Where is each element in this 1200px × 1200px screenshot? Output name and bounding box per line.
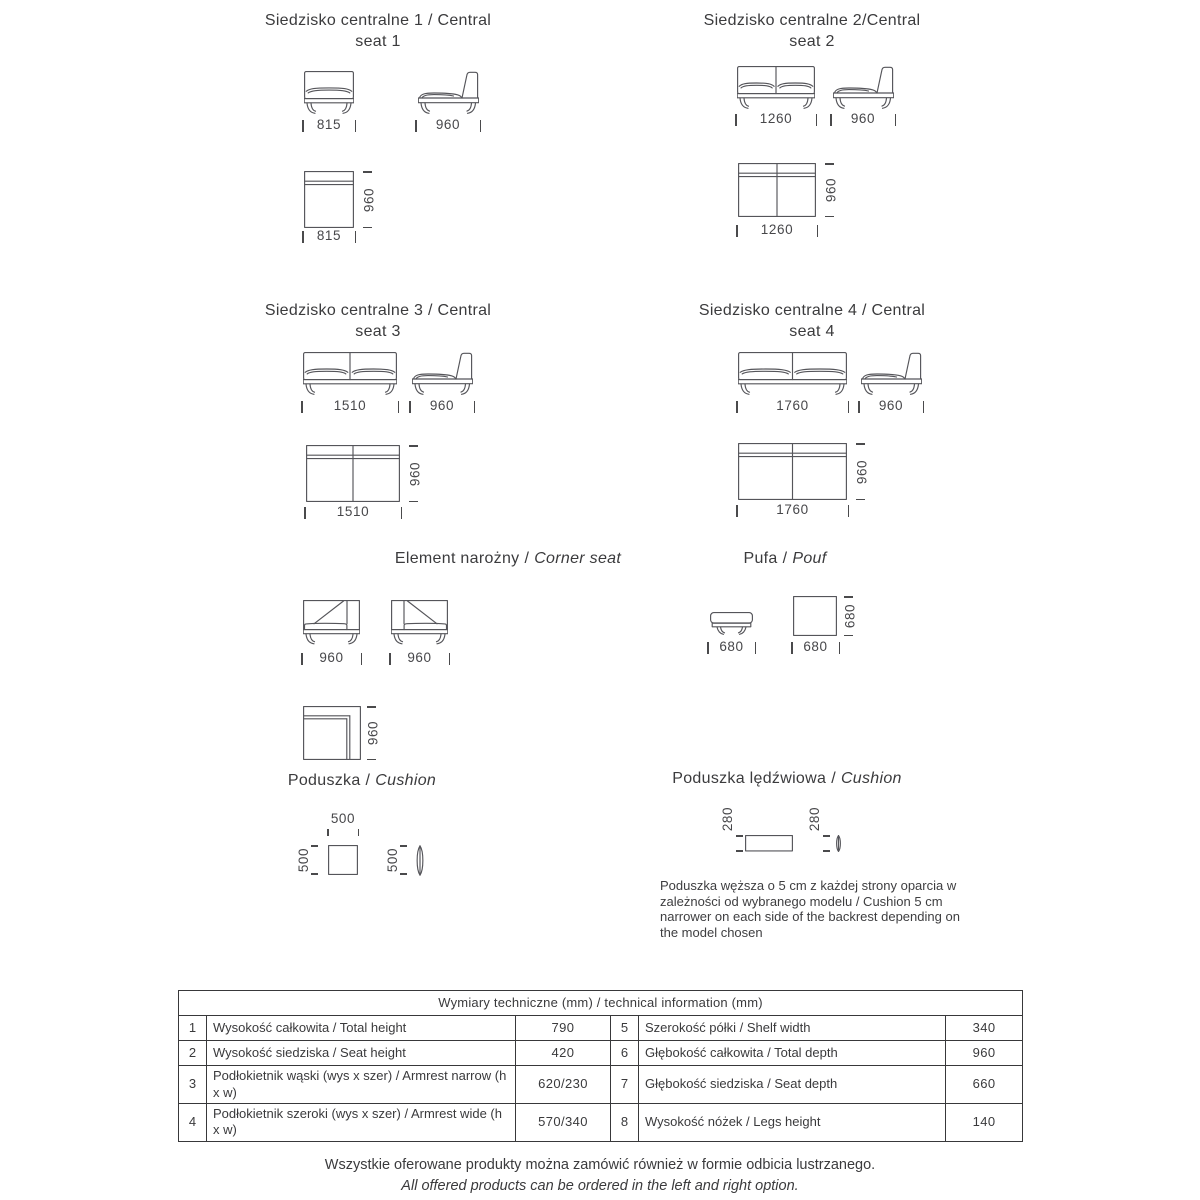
pouf-front-view-drawing — [710, 612, 753, 636]
row-number: 7 — [611, 1066, 639, 1104]
table-row — [179, 1066, 1023, 1104]
dimension-value: 1260 — [760, 222, 794, 237]
seat3-side-depth-dim — [409, 400, 475, 414]
row-label: Głębokość całkowita / Total depth — [639, 1041, 946, 1066]
corner-front-left-width-dim — [301, 652, 362, 666]
dimension-value: 960 — [435, 117, 461, 132]
title-en: Pouf — [792, 550, 827, 567]
cushion-side-height-dim: 500 — [385, 847, 400, 873]
technical-information-table — [178, 990, 1023, 1142]
dimension-value: 960 — [850, 111, 876, 126]
row-label: Głębokość siedziska / Seat depth — [639, 1066, 946, 1104]
title-separator: / — [831, 770, 836, 787]
row-value: 660 — [946, 1066, 1023, 1104]
seat2-front-width-dim — [735, 113, 817, 127]
table-row — [179, 1016, 1023, 1041]
lumbar-front-view-drawing — [745, 835, 793, 852]
title-line-2: seat 4 — [789, 323, 835, 340]
seat1-top-width-dim — [302, 230, 356, 244]
seat3-top-depth-dim — [408, 445, 422, 502]
dimension-value: 815 — [316, 228, 342, 243]
dimension-value: 815 — [316, 117, 342, 132]
row-number: 6 — [611, 1041, 639, 1066]
dim-tick — [736, 850, 743, 852]
lumbar-side-height-dim: 280 — [807, 806, 822, 832]
row-label: Podłokietnik szeroki (wys x szer) / Armrest wide (h x w) — [207, 1104, 516, 1142]
title-line-2: seat 1 — [355, 33, 401, 50]
row-label: Wysokość nóżek / Legs height — [639, 1104, 946, 1142]
footer-line-en: All offered products can be ordered in the left and right option. — [401, 1178, 799, 1194]
dimension-value: 680 — [842, 603, 858, 629]
title-en: Cushion — [375, 772, 437, 789]
dim-tick — [311, 845, 318, 847]
dimension-value: 1260 — [759, 111, 793, 126]
central-seat-4-title — [634, 300, 990, 342]
dimension-value: 960 — [823, 177, 839, 203]
dim-tick — [311, 873, 318, 875]
seat2-side-depth-dim — [830, 113, 896, 127]
dim-tick — [736, 835, 743, 837]
row-value: 570/340 — [516, 1104, 611, 1142]
pouf-title — [650, 548, 920, 569]
title-pl: Element narożny — [394, 550, 520, 567]
seat1-front-width-dim — [302, 119, 356, 133]
corner-top-depth-dim — [366, 706, 380, 760]
cushion-side-view-drawing — [414, 845, 426, 876]
row-value: 140 — [946, 1104, 1023, 1142]
cushion-height-dim: 500 — [296, 847, 311, 873]
seat3-top-view-drawing — [306, 445, 400, 502]
seat4-side-depth-dim — [858, 400, 924, 414]
row-value: 790 — [516, 1016, 611, 1041]
title-pl: Pufa — [743, 550, 778, 567]
seat4-top-view-drawing — [738, 443, 847, 500]
dimension-value: 960 — [319, 650, 344, 665]
title-en: Cushion — [840, 770, 902, 787]
seat4-front-view-drawing — [738, 352, 847, 396]
lumbar-cushion-title — [620, 768, 954, 789]
seat4-top-width-dim — [736, 504, 849, 518]
title-pl: Poduszka — [287, 772, 361, 789]
seat1-top-view-drawing — [304, 171, 354, 228]
title-separator: / — [782, 550, 788, 567]
title-line-1: Siedzisko centralne 2/Central — [703, 12, 921, 29]
row-label: Wysokość całkowita / Total height — [207, 1016, 516, 1041]
dimension-value: 1510 — [336, 504, 370, 519]
lumbar-side-view-drawing — [834, 835, 843, 852]
row-number: 5 — [611, 1016, 639, 1041]
table-row — [179, 1041, 1023, 1066]
seat1-top-depth-dim — [362, 171, 376, 228]
cushion-top-view-drawing — [328, 845, 358, 875]
row-number: 4 — [179, 1104, 207, 1142]
seat1-front-view-drawing — [304, 71, 354, 115]
cushion-title — [230, 770, 494, 791]
dimension-value: 1760 — [776, 398, 809, 413]
pouf-top-depth-dim — [843, 596, 857, 636]
dimension-value: 1510 — [333, 398, 367, 413]
seat3-front-view-drawing — [303, 352, 397, 396]
dimension-value: 680 — [719, 639, 744, 654]
row-label: Podłokietnik wąski (wys x szer) / Armrest narrow (h x w) — [207, 1066, 516, 1104]
row-number: 3 — [179, 1066, 207, 1104]
footer-note — [0, 1155, 1200, 1197]
row-number: 2 — [179, 1041, 207, 1066]
lumbar-note: Poduszka węższa o 5 cm z każdej strony oparcia w zależności od wybranego modelu / Cushion 5 cm narrower on each side of the backrest depending on the model chosen — [660, 878, 960, 940]
row-number: 8 — [611, 1104, 639, 1142]
title-en: Corner seat — [534, 550, 622, 567]
title-line-1: Siedzisko centralne 1 / Central — [264, 12, 492, 29]
table-title: Wymiary techniczne (mm) / technical information (mm) — [179, 991, 1023, 1016]
dim-tick — [400, 845, 407, 847]
pouf-top-width-dim — [791, 641, 840, 655]
dimension-value: 960 — [854, 459, 870, 484]
corner-front-right-drawing — [391, 600, 448, 645]
dim-tick — [823, 835, 830, 837]
row-label: Szerokość półki / Shelf width — [639, 1016, 946, 1041]
footer-line-pl: Wszystkie oferowane produkty można zamówić również w formie odbicia lustrzanego. — [324, 1157, 876, 1173]
central-seat-3-title — [200, 300, 556, 342]
corner-front-right-width-dim — [389, 652, 450, 666]
dimension-value: 960 — [407, 461, 423, 486]
seat4-front-width-dim — [736, 400, 849, 414]
dimension-value: 960 — [878, 398, 904, 413]
seat2-side-view-drawing — [833, 66, 894, 110]
title-separator: / — [524, 550, 530, 567]
seat2-top-depth-dim — [824, 163, 838, 217]
corner-front-left-drawing — [303, 600, 360, 645]
title-line-2: seat 2 — [789, 33, 835, 50]
seat1-side-depth-dim — [415, 119, 481, 133]
row-label: Wysokość siedziska / Seat height — [207, 1041, 516, 1066]
seat2-top-view-drawing — [738, 163, 816, 217]
cushion-width-dim — [327, 812, 359, 836]
seat3-top-width-dim — [304, 506, 402, 520]
title-pl: Poduszka lędźwiowa — [672, 770, 827, 787]
central-seat-2-title — [634, 10, 990, 52]
row-value: 620/230 — [516, 1066, 611, 1104]
seat3-front-width-dim — [301, 400, 399, 414]
title-line-1: Siedzisko centralne 3 / Central — [264, 302, 492, 319]
seat2-front-view-drawing — [737, 66, 815, 110]
title-line-1: Siedzisko centralne 4 / Central — [698, 302, 926, 319]
dim-tick — [823, 850, 830, 852]
dim-tick — [400, 873, 407, 875]
dimension-value: 680 — [803, 639, 828, 654]
dimension-value: 500 — [330, 811, 356, 826]
corner-top-view-drawing — [303, 706, 361, 760]
dimension-value: 960 — [429, 398, 455, 413]
seat2-top-width-dim — [736, 224, 818, 238]
pouf-front-width-dim — [707, 641, 756, 655]
pouf-top-view-drawing — [793, 596, 837, 636]
title-line-2: seat 3 — [355, 323, 401, 340]
seat3-side-view-drawing — [412, 352, 473, 396]
seat1-side-view-drawing — [418, 71, 479, 115]
title-separator: / — [365, 772, 371, 789]
table-row — [179, 1104, 1023, 1142]
row-value: 420 — [516, 1041, 611, 1066]
dimension-value: 1760 — [776, 502, 809, 517]
central-seat-1-title — [200, 10, 556, 52]
dimension-value: 960 — [407, 650, 432, 665]
dimension-value: 960 — [361, 187, 377, 212]
corner-seat-title — [330, 548, 686, 569]
row-value: 340 — [946, 1016, 1023, 1041]
dimension-value: 960 — [365, 720, 381, 746]
row-value: 960 — [946, 1041, 1023, 1066]
lumbar-front-height-dim: 280 — [720, 806, 735, 832]
seat4-side-view-drawing — [861, 352, 922, 396]
seat4-top-depth-dim — [855, 443, 869, 500]
row-number: 1 — [179, 1016, 207, 1041]
